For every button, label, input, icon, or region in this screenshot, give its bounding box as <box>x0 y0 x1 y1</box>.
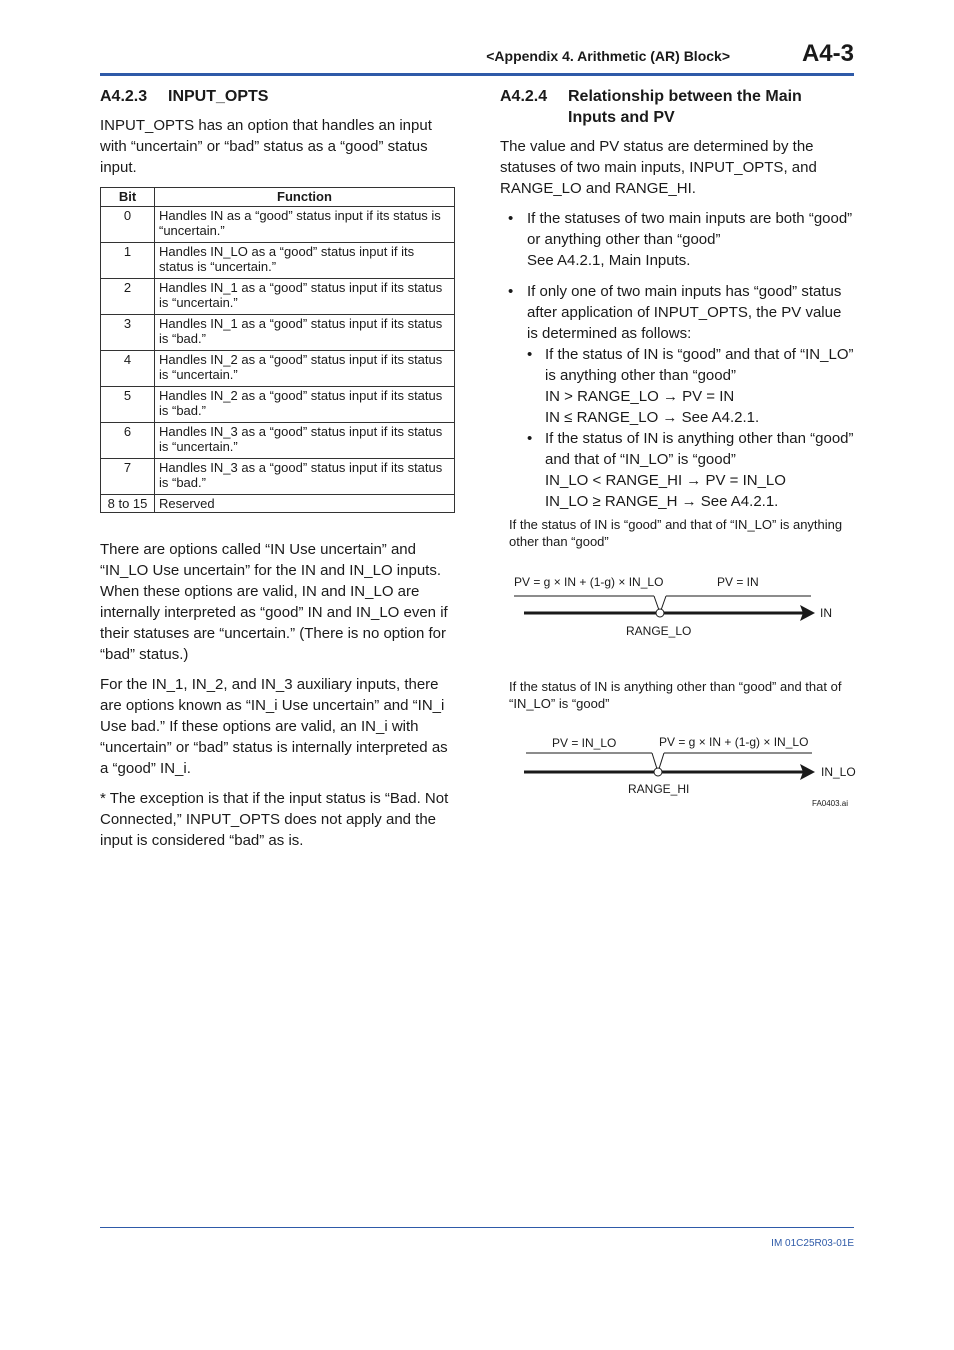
bit-cell: 0 <box>101 206 155 242</box>
diagram1-right-label: PV = IN <box>717 575 759 589</box>
section-title: Relationship between the Main Inputs and PV <box>568 88 802 126</box>
bullet-text: • If the statuses of two main inputs are both “good” or anything other than “good” <box>527 210 853 248</box>
figure-file-id: FA0403.ai <box>812 799 849 808</box>
bit-cell: 1 <box>101 242 155 278</box>
footer-rule <box>100 1227 854 1228</box>
page-number: A4-3 <box>801 40 854 67</box>
diagram2-point-label: RANGE_HI <box>628 782 690 796</box>
bullet-text: • If only one of two main inputs has “good” status after application of INPUT_OPTS, the PV value is determined as follows: <box>527 283 842 342</box>
bullet-text: IN_LO ≥ RANGE_H → See A4.2.1. <box>545 493 779 510</box>
bullet-text: IN_LO < RANGE_HI → PV = IN_LO <box>545 472 786 489</box>
auxiliary-inputs-paragraph: For the IN_1, IN_2, and IN_3 auxiliary inputs, there are options known as “IN_i Use uncertain” and “IN_i Use bad.” If these options are valid, an IN_i with “uncertain” or “bad” status is internally interpreted as a “good” IN_i. <box>100 676 448 777</box>
figure-caption-1: If the status of IN is “good” and that of “IN_LO” is anything other than “good” <box>509 517 843 549</box>
diagram2-range-hi-point <box>654 768 662 776</box>
use-uncertain-paragraph: There are options called “IN Use uncertain” and “IN_LO Use uncertain” for the IN and IN_LO inputs. When these options are valid, IN and IN_LO are internally interpreted as “good” IN and IN_LO even if their statuses are “uncertain.” (There is no option for “bad” status.) <box>100 541 448 663</box>
function-cell: Handles IN_LO as a “good” status input if its status is “uncertain.” <box>155 242 455 278</box>
bit-cell: 4 <box>101 350 155 386</box>
bullet-text: IN ≤ RANGE_LO → See A4.2.1. <box>545 409 760 426</box>
function-cell: Handles IN_1 as a “good” status input if its status is “uncertain.” <box>155 278 455 314</box>
bullet-text: • If the status of IN is “good” and that of “IN_LO” is anything other than “good” <box>545 346 854 384</box>
exception-note: * The exception is that if the input status is “Bad. Not Connected,” INPUT_OPTS does not apply and the input is considered “bad” as is. <box>100 790 449 849</box>
document-id: IM 01C25R03-01E <box>771 1238 854 1249</box>
function-cell: Handles IN_2 as a “good” status input if its status is “bad.” <box>155 386 455 422</box>
function-cell: Handles IN_3 as a “good” status input if its status is “uncertain.” <box>155 422 455 458</box>
diagram2-axis-label: IN_LO <box>821 765 856 779</box>
diagram1-left-label: PV = g × IN + (1-g) × IN_LO <box>514 575 664 589</box>
col-header-function: Function <box>155 188 455 207</box>
bit-cell: 5 <box>101 386 155 422</box>
section-title: INPUT_OPTS <box>168 88 269 105</box>
input-opts-intro: INPUT_OPTS has an option that handles an input with “uncertain” or “bad” status as a “good” status input. <box>100 117 432 176</box>
bit-cell: 6 <box>101 422 155 458</box>
bit-cell: 3 <box>101 314 155 350</box>
bullet-text: See A4.2.1, Main Inputs. <box>527 252 691 269</box>
diagram1-range-lo-point <box>656 609 664 617</box>
bit-cell: 8 to 15 <box>101 494 155 513</box>
function-cell: Handles IN_2 as a “good” status input if its status is “uncertain.” <box>155 350 455 386</box>
diagram-in-good <box>514 575 832 638</box>
function-cell: Reserved <box>155 494 455 513</box>
diagram1-point-label: RANGE_LO <box>626 624 692 638</box>
section-number: A4.2.4 <box>500 88 548 105</box>
section-number: A4.2.3 <box>100 88 148 105</box>
function-cell: Handles IN_1 as a “good” status input if its status is “bad.” <box>155 314 455 350</box>
bit-cell: 7 <box>101 458 155 494</box>
figure-caption-2: If the status of IN is anything other than “good” and that of “IN_LO” is “good” <box>509 679 842 711</box>
col-header-bit: Bit <box>101 188 155 207</box>
bullet-text: IN > RANGE_LO → PV = IN <box>545 388 735 405</box>
bit-cell: 2 <box>101 278 155 314</box>
diagram2-left-label: PV = IN_LO <box>552 736 617 750</box>
diagram2-right-label: PV = g × IN + (1-g) × IN_LO <box>659 735 809 749</box>
bullet-text: • If the status of IN is anything other than “good” and that of “IN_LO” is “good” <box>545 430 854 468</box>
relationship-intro: The value and PV status are determined by the statuses of two main inputs, INPUT_OPTS, and RANGE_LO and RANGE_HI. <box>500 138 817 197</box>
diagram1-axis-label: IN <box>820 606 832 620</box>
function-cell: Handles IN as a “good” status input if its status is “uncertain.” <box>155 206 455 242</box>
running-header: <Appendix 4. Arithmetic (AR) Block> <box>486 48 730 64</box>
function-cell: Handles IN_3 as a “good” status input if its status is “bad.” <box>155 458 455 494</box>
diagram-in-lo-good <box>524 735 856 796</box>
